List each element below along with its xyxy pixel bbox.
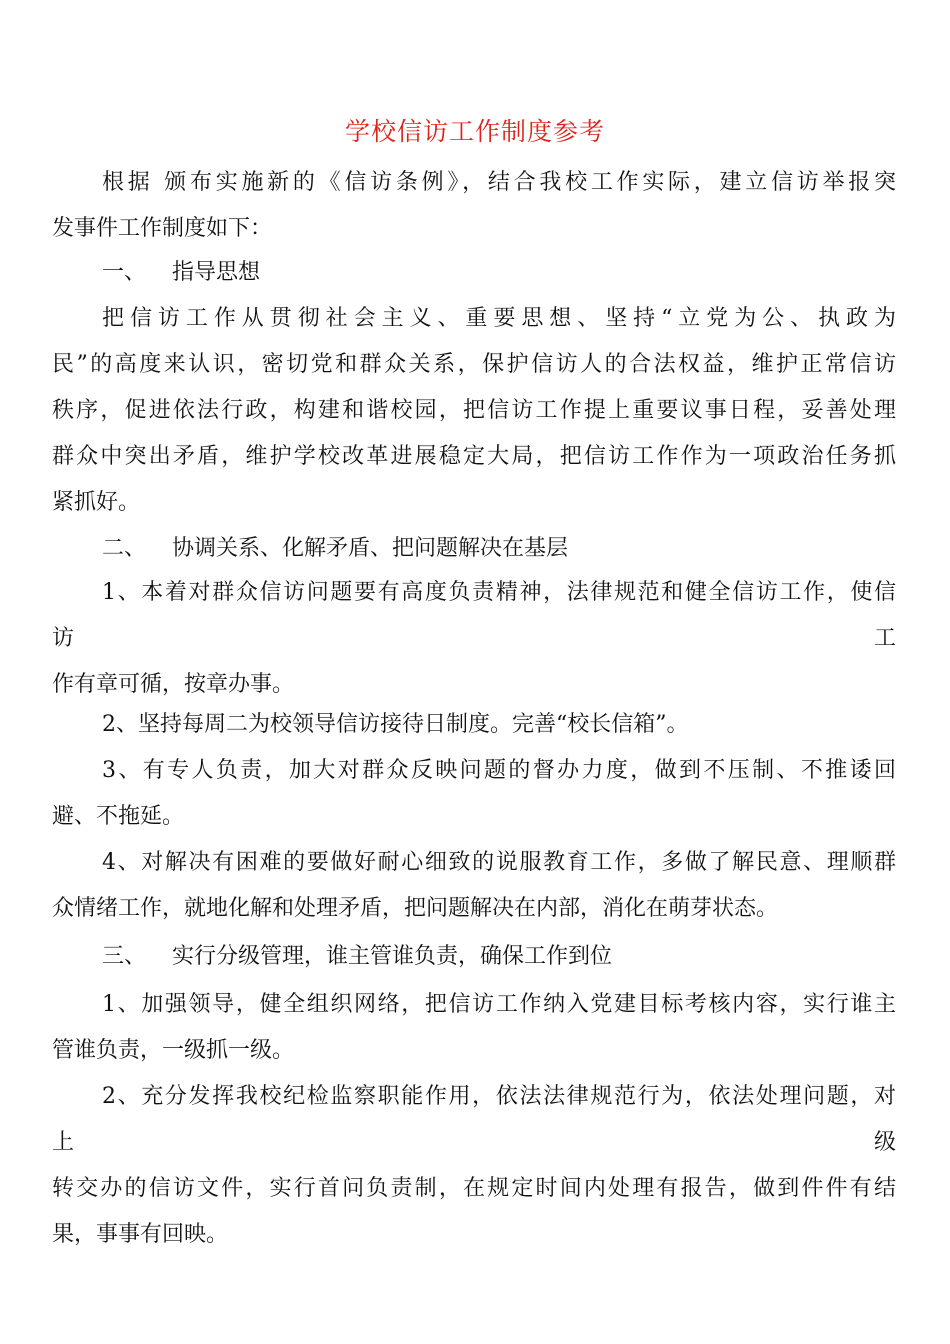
section-2-number: 二、 [102,536,147,561]
section-3-item-2-line-1: 2、充分发挥我校纪检监察职能作用，依法法律规范行为，依法处理问题，对 [102,1084,896,1109]
section-2-title: 协调关系、化解矛盾、把问题解决在基层 [172,536,569,561]
section-2-item-3-line-2: 避、不拖延。 [52,804,185,829]
section-1-heading [102,250,260,296]
section-3-item-1 [52,982,896,1074]
section-1-paragraph [52,296,896,526]
section-2-item-1-line-1: 1、本着对群众信访问题要有高度负责精神，法律规范和健全信访工作，使信 [102,580,896,605]
document-title: 学校信访工作制度参考 [344,117,605,146]
section-3-number: 三、 [102,944,147,969]
section-2-item-1-line-2 [52,616,896,662]
section-2-item-1-line-2-end: 工 [873,626,896,651]
section-1-line-5: 紧抓好。 [52,490,141,515]
section-2-item-2 [52,702,896,748]
intro-line-2: 发事件工作制度如下： [52,216,273,241]
section-1-line-2: 民”的高度来认识，密切党和群众关系，保护信访人的合法权益，维护正常信访 [52,352,896,377]
section-2-item-1 [52,570,896,708]
section-2-item-1-line-3: 作有章可循，按章办事。 [52,672,295,697]
section-3-item-2-line-2-end: 级 [873,1130,896,1155]
section-1-title: 指导思想 [172,260,261,285]
section-3-heading [102,934,612,980]
section-2-item-4-line-2: 众情绪工作，就地化解和处理矛盾，把问题解决在内部，消化在萌芽状态。 [52,896,779,921]
section-3-item-2-line-3: 转交办的信访文件，实行首问负责制，在规定时间内处理有报告，做到件件有结 [52,1176,896,1201]
section-1-number: 一、 [102,260,147,285]
section-2-item-2-line-1: 2、坚持每周二为校领导信访接待日制度。完善“校长信箱”。 [102,712,689,737]
section-3-item-2-line-2 [52,1120,896,1166]
section-2-item-1-line-2-start: 访 [52,626,75,651]
section-2-heading [102,526,568,572]
section-1-line-3: 秩序，促进依法行政，构建和谐校园，把信访工作提上重要议事日程，妥善处理 [52,398,896,423]
section-2-item-4-line-1: 4、对解决有困难的要做好耐心细致的说服教育工作，多做了解民意、理顺群 [102,850,896,875]
intro-paragraph [52,160,896,252]
section-2-item-4 [52,840,896,932]
section-3-item-2 [52,1074,896,1258]
section-1-line-4: 群众中突出矛盾，维护学校改革进展稳定大局，把信访工作作为一项政治任务抓 [52,444,896,469]
section-3-item-1-line-1: 1、加强领导，健全组织网络，把信访工作纳入党建目标考核内容，实行谁主 [102,992,896,1017]
section-3-title: 实行分级管理，谁主管谁负责，确保工作到位 [172,944,613,969]
section-2-item-3 [52,748,896,840]
intro-line-1: 根据 颁布实施新的《信访条例》，结合我校工作实际，建立信访举报突 [102,170,896,195]
section-2-item-3-line-1: 3、有专人负责，加大对群众反映问题的督办力度，做到不压制、不推诿回 [102,758,896,783]
section-1-line-1: 把信访工作从贯彻社会主义、重要思想、坚持“立党为公、执政为 [102,306,896,331]
section-3-item-2-line-2-start: 上 [52,1130,75,1155]
section-3-item-2-line-4: 果，事事有回映。 [52,1222,229,1247]
section-3-item-1-line-2: 管谁负责，一级抓一级。 [52,1038,295,1063]
